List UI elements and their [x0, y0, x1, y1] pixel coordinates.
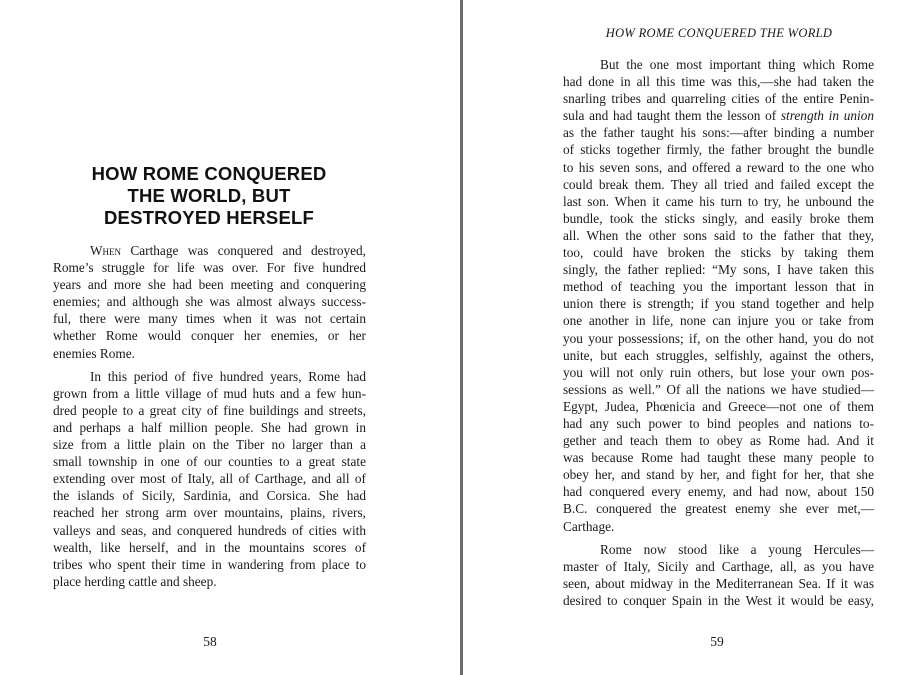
text-line: tribes who spent their time in wandering from place to — [53, 556, 366, 572]
text-line: Rome’s struggle for life was over. For five hundred — [53, 260, 366, 276]
text-line: had done in all this time was this,—she had taken the — [563, 74, 874, 90]
text-line: Carthage. — [563, 518, 615, 534]
paragraph — [563, 56, 874, 535]
text-line: gether and teach them to obey as Rome had. And it — [563, 433, 874, 449]
text-line: size from a little plain on the Tiber no larger than a — [53, 437, 366, 453]
text-line: desired to conquer Spain in the West it would be easy, — [563, 592, 874, 608]
page-number: 59 — [710, 634, 724, 649]
text-line: When Carthage was conquered and destroyed, — [90, 243, 366, 258]
text-line: sula and had taught them the lesson of strength in union — [563, 108, 874, 124]
text-line: reached her strong arm over mountains, plains, rivers, — [53, 505, 366, 521]
text-line: whether Rome would conquer her enemies, or her — [53, 328, 366, 344]
text-line: But the one most important thing which Rome — [600, 57, 874, 72]
text-line: was because Rome had taught these many people to — [563, 450, 874, 466]
text-line: of sticks together firmly, the father brought the bundle — [563, 142, 874, 158]
book-spine-divider — [460, 0, 463, 675]
text-line: B.C. conquered the greatest enemy she ever met,— — [563, 501, 874, 517]
italic-phrase: strength in union — [780, 108, 874, 124]
text-line: enemies Rome. — [53, 345, 135, 361]
text-line: snarling tribes and quarreling cities of the entire Penin- — [563, 91, 874, 107]
text-line: grown from a little village of mud huts and a few hun- — [53, 385, 366, 401]
text-line: years and more she had been meeting and conquering — [53, 277, 366, 293]
text-line: had any such power to bind peoples and nations to- — [563, 415, 874, 431]
drop-word: When — [90, 243, 122, 258]
title-line: THE WORLD, BUT — [127, 185, 291, 206]
text-line: In this period of five hundred years, Rome had — [90, 368, 366, 384]
text-line: unite, but each struggles, selfishly, against the others, — [563, 347, 874, 363]
text-line: could break them. They all tried and failed except the — [563, 176, 874, 192]
text-line: master of Italy, Sicily and Carthage, all, as you have — [563, 558, 874, 574]
title-line: DESTROYED HERSELF — [103, 207, 314, 228]
text-line: to his seven sons, and offered a reward to the one who — [563, 159, 874, 175]
running-head: HOW ROME CONQUERED THE WORLD — [605, 26, 833, 40]
text-line: you your possessions; if, on the other hand, you do not — [563, 330, 874, 346]
text-line: Rome now stood like a young Hercules— — [600, 541, 874, 557]
text-line: bundle, took the sticks singly, and easily broke them — [563, 210, 874, 226]
right-body-text — [563, 56, 874, 609]
text-line: one another in life, none can injure you or take from — [563, 313, 874, 329]
paragraph — [563, 541, 874, 609]
text-line: you will not only ruin others, but lose your own pos- — [563, 364, 874, 380]
text-line: valleys and seas, and conquered hundreds of cities with — [53, 522, 366, 538]
left-page — [0, 0, 460, 675]
text-line: union there is strength; if you stand together and help — [563, 296, 874, 312]
text-line: seen, about midway in the Mediterranean Sea. If it was — [563, 575, 874, 591]
page-number: 58 — [203, 634, 217, 649]
text-line: and perhaps a half million people. She had grown in — [53, 419, 366, 435]
text-line: singly, the father replied: “My sons, I have taken this — [563, 262, 874, 278]
text-line: as the father taught his sons:—after binding a number — [563, 125, 874, 141]
text-line: extending over most of Italy, all of Carthage, and all of — [53, 471, 366, 487]
text-line: obey her, and stand by her, and fight for her, that she — [563, 467, 874, 483]
text-line: wealth, like herself, and in the mountains scores of — [53, 539, 366, 555]
text-line: too, could have broken the sticks by taking them — [563, 245, 874, 261]
text-line: last son. When it came his turn to try, he unbound the — [563, 193, 874, 209]
text-line: the islands of Sicily, Sardinia, and Corsica. She had — [53, 488, 366, 504]
text-line: enemies; and although she was almost always success- — [53, 294, 366, 310]
text-line: small township in one of our counties to a great state — [53, 454, 366, 470]
paragraph — [53, 242, 366, 362]
text-line: place herding cattle and sheep. — [53, 573, 217, 589]
text-line: all. When the other sons said to the father that they, — [563, 227, 874, 243]
text-line: dred people to a great city of fine buildings and streets, — [53, 402, 366, 418]
text-line: sessions as well.” Of all the nations we have studied— — [563, 381, 874, 397]
text-line: ful, there were many times when it was not certain — [53, 311, 366, 327]
text-line: method of teaching you the important lesson that in — [563, 279, 874, 295]
left-body-text — [53, 242, 366, 590]
chapter-title — [52, 163, 366, 229]
text-line: had conquered every enemy, and had now, about 150 — [563, 484, 874, 500]
paragraph — [53, 368, 366, 590]
text-line: Egypt, Judea, Phœnicia and Greece—not one of them — [563, 398, 874, 414]
title-line: HOW ROME CONQUERED — [91, 163, 327, 184]
